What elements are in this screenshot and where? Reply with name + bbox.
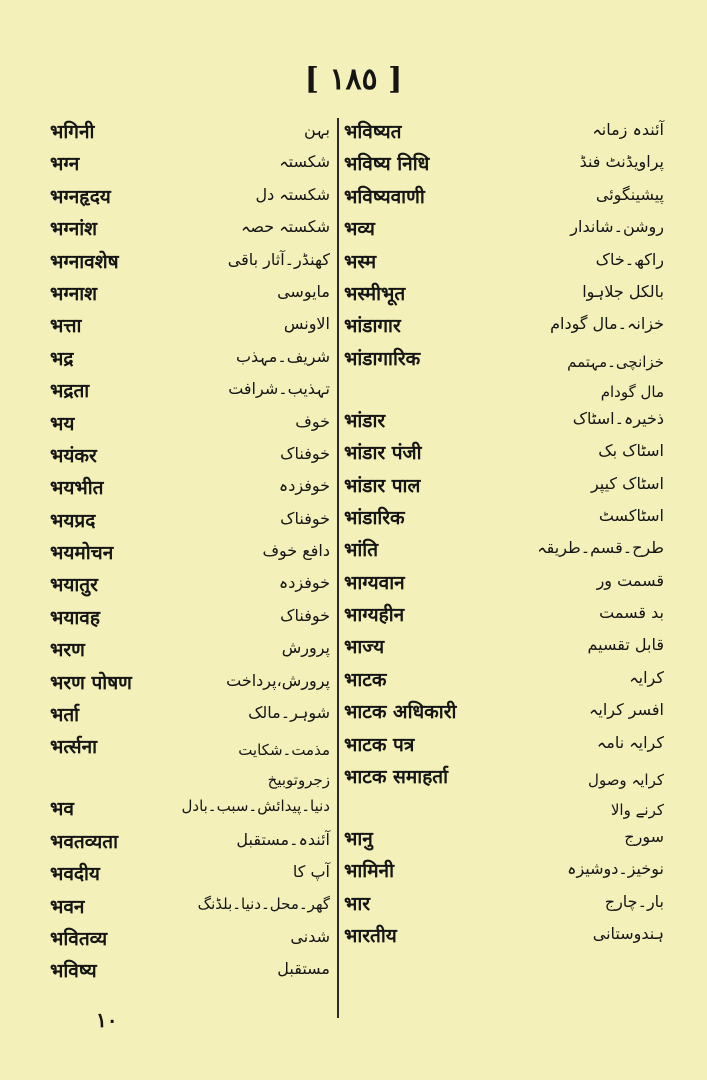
urdu-meaning: گھر۔محل۔دنیا۔بلڈنگ — [197, 894, 330, 913]
hindi-headword: भविष्य निधि — [344, 153, 430, 176]
urdu-meaning: خزانہ۔مال گودام — [550, 314, 664, 334]
dictionary-entry — [50, 150, 330, 182]
dictionary-entry — [344, 890, 664, 922]
hindi-headword: भाटक — [344, 668, 387, 691]
dictionary-entry — [344, 536, 664, 568]
dictionary-entry — [50, 571, 330, 603]
dictionary-entry — [50, 442, 330, 474]
hindi-headword: भयातुर — [50, 574, 98, 597]
urdu-meaning: شکستہ حصہ — [241, 217, 330, 237]
hindi-headword: भांडार पंजी — [344, 442, 422, 465]
dictionary-entry — [344, 825, 664, 857]
hindi-headword: भाग्यवान — [344, 571, 405, 594]
hindi-headword: भाग्यहीन — [344, 604, 405, 627]
hindi-headword: भवतव्यता — [50, 830, 119, 853]
hindi-headword: भरण पोषण — [50, 671, 132, 694]
hindi-headword: भांडागारिक — [344, 347, 421, 370]
hindi-headword: भर्ता — [50, 704, 80, 727]
hindi-headword: भवन — [50, 895, 85, 918]
dictionary-entry — [50, 118, 330, 150]
dictionary-entry — [50, 345, 330, 377]
hindi-headword: भार — [344, 892, 371, 915]
hindi-headword: भद्रता — [50, 380, 90, 403]
urdu-meaning: کرایہ نامہ — [596, 732, 664, 752]
hindi-headword: भग्नहृदय — [50, 185, 111, 208]
hindi-headword: भर्त्सना — [50, 736, 98, 759]
hindi-headword: भव्य — [344, 218, 375, 241]
dictionary-entry — [50, 312, 330, 344]
urdu-meaning: شوہر۔مالک — [248, 703, 330, 723]
hindi-headword: भयावह — [50, 606, 100, 629]
hindi-headword: भांति — [344, 539, 379, 562]
dictionary-entry — [344, 118, 664, 150]
dictionary-entry — [50, 539, 330, 571]
urdu-meaning: پرورش — [281, 638, 330, 658]
page-number: [ ١٨٥ ] — [304, 62, 403, 97]
urdu-meaning: تہذیب۔شرافت — [228, 379, 330, 399]
hindi-headword: भाटक पत्र — [344, 733, 415, 756]
hindi-headword: भांडार — [344, 409, 386, 432]
dictionary-entry — [50, 410, 330, 442]
urdu-meaning: شریف۔مہذب — [235, 346, 330, 366]
right-column — [344, 118, 664, 955]
dictionary-entry — [50, 860, 330, 892]
dictionary-entry — [50, 828, 330, 860]
hindi-headword: भय — [50, 412, 75, 435]
urdu-meaning: اسٹاک بک — [598, 441, 664, 461]
hindi-headword: भयंकर — [50, 444, 97, 467]
dictionary-entry — [50, 377, 330, 409]
urdu-meaning: خوف — [295, 411, 330, 431]
urdu-meaning: آئندہ۔مستقبل — [236, 829, 330, 849]
dictionary-entry — [50, 474, 330, 506]
urdu-meaning: بد قسمت — [599, 603, 664, 623]
dictionary-entry — [50, 669, 330, 701]
urdu-meaning: نوخیز۔دوشیزہ — [567, 859, 664, 879]
urdu-meaning: سورج — [624, 827, 664, 847]
hindi-headword: भाटक अधिकारी — [344, 701, 457, 724]
dictionary-entry — [344, 698, 664, 730]
hindi-headword: भव — [50, 798, 74, 821]
dictionary-entry — [344, 763, 664, 825]
hindi-headword: भारतीय — [344, 925, 397, 948]
dictionary-entry — [50, 925, 330, 957]
urdu-meaning: طرح۔قسم۔طریقہ — [537, 538, 664, 558]
dictionary-entry — [50, 957, 330, 989]
hindi-headword: भग्नावशेष — [50, 250, 119, 273]
urdu-meaning: خوفناک — [280, 508, 330, 528]
hindi-headword: भग्न — [50, 153, 80, 176]
dictionary-entry — [344, 601, 664, 633]
hindi-headword: भग्नांश — [50, 218, 98, 241]
hindi-headword: भद्र — [50, 347, 74, 370]
hindi-headword: भानु — [344, 828, 373, 851]
urdu-meaning: قسمت ور — [596, 570, 664, 590]
dictionary-entry — [344, 312, 664, 344]
dictionary-entry — [344, 183, 664, 215]
hindi-headword: भविष्यवाणी — [344, 185, 425, 208]
dictionary-entry — [344, 407, 664, 439]
urdu-meaning: ذخیرہ۔اسٹاک — [572, 408, 664, 428]
urdu-meaning: کرایہ وصول کرنے والا — [588, 771, 664, 820]
urdu-meaning: پیشینگوئی — [595, 184, 664, 204]
urdu-meaning: بالکل جلاہوا — [582, 281, 664, 301]
dictionary-entry — [50, 636, 330, 668]
dictionary-entry — [344, 633, 664, 665]
hindi-headword: भत्ता — [50, 315, 82, 338]
dictionary-entry — [344, 280, 664, 312]
dictionary-entry — [50, 604, 330, 636]
hindi-headword: भस्म — [344, 250, 377, 273]
dictionary-entry — [50, 183, 330, 215]
hindi-headword: भयमोचन — [50, 542, 114, 565]
dictionary-entry — [344, 922, 664, 954]
urdu-meaning: خوفزدہ — [278, 476, 330, 496]
urdu-meaning: خزانچی۔مہتمم مال گودام — [567, 352, 664, 401]
dictionary-entry — [50, 280, 330, 312]
urdu-meaning: بہن — [303, 120, 330, 139]
hindi-headword: भस्मीभूत — [344, 282, 406, 305]
hindi-headword: भगिनी — [50, 121, 95, 143]
urdu-meaning: اسٹاکسٹ — [598, 505, 664, 525]
hindi-headword: भग्नाश — [50, 282, 98, 305]
dictionary-entry — [344, 215, 664, 247]
urdu-meaning: مستقبل — [277, 959, 330, 979]
urdu-meaning: دنیا۔پیدائش۔سبب۔بادل — [181, 797, 330, 816]
urdu-meaning: خوفناک — [280, 443, 330, 463]
urdu-meaning: کھنڈر۔آثار باقی — [227, 249, 330, 269]
dictionary-entry — [344, 345, 664, 407]
dictionary-entry — [50, 507, 330, 539]
dictionary-entry — [344, 150, 664, 182]
hindi-headword: भाटक समाहर्ता — [344, 766, 449, 789]
urdu-meaning: ہندوستانی — [592, 924, 664, 944]
dictionary-entry — [344, 569, 664, 601]
dictionary-entry — [50, 795, 330, 827]
hindi-headword: भविष्यत — [344, 121, 402, 143]
urdu-meaning: مذمت۔شکایت زجروتوبیخ — [238, 741, 330, 790]
dictionary-entry — [344, 731, 664, 763]
urdu-meaning: شدنی — [290, 926, 330, 946]
hindi-headword: भयभीत — [50, 477, 104, 500]
folio-mark: ١٠ — [96, 1008, 118, 1032]
dictionary-entry — [50, 701, 330, 733]
urdu-meaning: خوفناک — [280, 605, 330, 625]
dictionary-entry — [344, 248, 664, 280]
hindi-headword: भवितव्य — [50, 927, 108, 950]
dictionary-entry — [50, 215, 330, 247]
hindi-headword: भयप्रद — [50, 509, 96, 532]
urdu-meaning: روشن۔شاندار — [570, 217, 664, 237]
dictionary-entry — [50, 893, 330, 925]
dictionary-entry — [344, 439, 664, 471]
hindi-headword: भरण — [50, 639, 85, 662]
urdu-meaning: راکھ۔خاک — [595, 249, 664, 269]
hindi-headword: भामिनी — [344, 860, 395, 883]
urdu-meaning: شکستہ دل — [255, 184, 330, 204]
urdu-meaning: الاونس — [283, 314, 330, 334]
dictionary-entry — [344, 666, 664, 698]
hindi-headword: भांडार पाल — [344, 474, 421, 497]
hindi-headword: भवदीय — [50, 863, 100, 886]
urdu-meaning: مایوسی — [277, 281, 330, 301]
hindi-headword: भांडागार — [344, 315, 401, 338]
urdu-meaning: اسٹاک کیپر — [590, 473, 664, 493]
column-divider — [337, 118, 339, 1018]
urdu-meaning: پراویڈنٹ فنڈ — [579, 152, 664, 172]
hindi-headword: भविष्य — [50, 960, 97, 983]
dictionary-entry — [50, 248, 330, 280]
urdu-meaning: خوفزدہ — [278, 573, 330, 593]
urdu-meaning: افسر کرایہ — [589, 700, 664, 720]
hindi-headword: भाज्य — [344, 636, 385, 659]
urdu-meaning: شکستہ — [279, 152, 330, 172]
dictionary-entry — [50, 733, 330, 795]
left-column — [50, 118, 330, 990]
dictionary-entry — [344, 857, 664, 889]
urdu-meaning: قابل تقسیم — [587, 635, 664, 655]
hindi-headword: भांडारिक — [344, 506, 405, 529]
urdu-meaning: آپ کا — [292, 862, 330, 882]
urdu-meaning: دافع خوف — [262, 541, 330, 561]
urdu-meaning: بار۔چارج — [604, 891, 664, 911]
dictionary-entry — [344, 472, 664, 504]
urdu-meaning: پرورش،پرداخت — [226, 670, 330, 690]
urdu-meaning: آئندہ زمانہ — [592, 120, 664, 139]
dictionary-entry — [344, 504, 664, 536]
urdu-meaning: کرایہ — [629, 667, 664, 687]
